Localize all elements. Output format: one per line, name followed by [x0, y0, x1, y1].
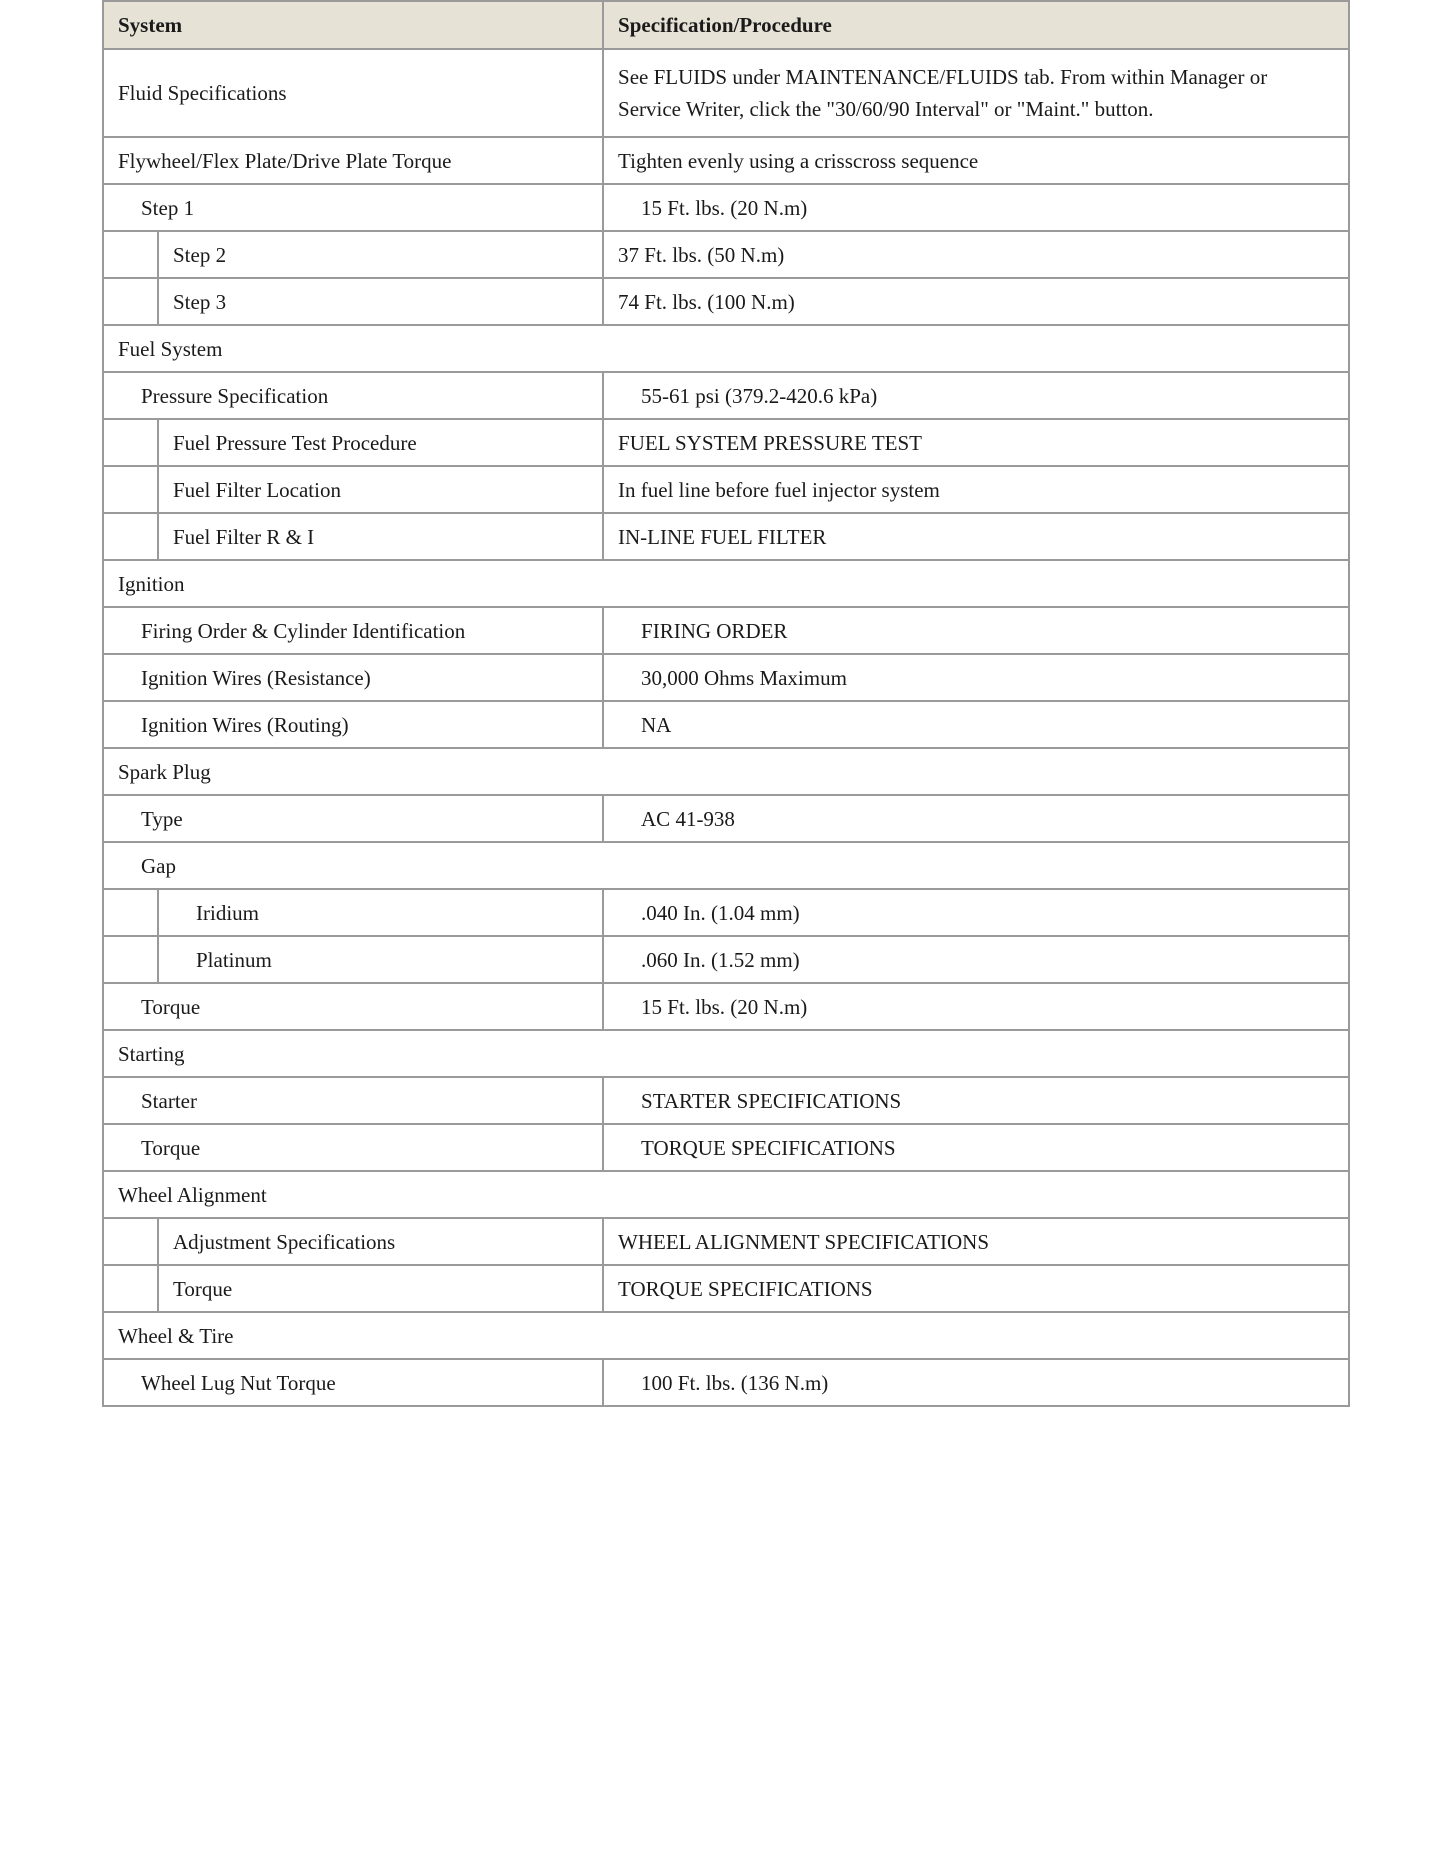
- table-row: [103, 607, 1349, 654]
- row-label: Torque: [158, 1265, 603, 1312]
- row-value: IN-LINE FUEL FILTER: [603, 513, 1349, 560]
- row-label: Ignition Wires (Resistance): [103, 654, 603, 701]
- row-value: NA: [603, 701, 1349, 748]
- indent-spacer: [103, 1265, 158, 1312]
- section-label: Wheel Alignment: [103, 1171, 1349, 1218]
- row-value: .060 In. (1.52 mm): [603, 936, 1349, 983]
- section-label: Starting: [103, 1030, 1349, 1077]
- table-row: [103, 137, 1349, 184]
- row-label: Step 3: [158, 278, 603, 325]
- table-row: [103, 936, 1349, 983]
- indent-spacer: [103, 466, 158, 513]
- section-row: [103, 325, 1349, 372]
- row-label: Fluid Specifications: [103, 49, 603, 137]
- table-row: [103, 1124, 1349, 1171]
- indent-spacer: [103, 231, 158, 278]
- table-row: [103, 1265, 1349, 1312]
- row-label: Fuel Filter R & I: [158, 513, 603, 560]
- section-label: Ignition: [103, 560, 1349, 607]
- row-value: 15 Ft. lbs. (20 N.m): [603, 983, 1349, 1030]
- row-value: AC 41-938: [603, 795, 1349, 842]
- row-label: Fuel Filter Location: [158, 466, 603, 513]
- row-value: STARTER SPECIFICATIONS: [603, 1077, 1349, 1124]
- table-row: [103, 231, 1349, 278]
- row-value: 15 Ft. lbs. (20 N.m): [603, 184, 1349, 231]
- table-row: [103, 1077, 1349, 1124]
- row-label: Starter: [103, 1077, 603, 1124]
- row-label: Platinum: [158, 936, 603, 983]
- row-label: Type: [103, 795, 603, 842]
- row-value: .040 In. (1.04 mm): [603, 889, 1349, 936]
- row-value: TORQUE SPECIFICATIONS: [603, 1124, 1349, 1171]
- row-value: TORQUE SPECIFICATIONS: [603, 1265, 1349, 1312]
- table-row: [103, 795, 1349, 842]
- table-row: [103, 654, 1349, 701]
- row-value: 74 Ft. lbs. (100 N.m): [603, 278, 1349, 325]
- subsection-label: Gap: [103, 842, 1349, 889]
- row-value: FUEL SYSTEM PRESSURE TEST: [603, 419, 1349, 466]
- row-label: Adjustment Specifications: [158, 1218, 603, 1265]
- section-row: [103, 1030, 1349, 1077]
- row-label: Flywheel/Flex Plate/Drive Plate Torque: [103, 137, 603, 184]
- table-row: [103, 372, 1349, 419]
- row-label: Fuel Pressure Test Procedure: [158, 419, 603, 466]
- indent-spacer: [103, 513, 158, 560]
- row-value: 30,000 Ohms Maximum: [603, 654, 1349, 701]
- row-label: Torque: [103, 983, 603, 1030]
- table-row: [103, 466, 1349, 513]
- row-value: FIRING ORDER: [603, 607, 1349, 654]
- section-label: Spark Plug: [103, 748, 1349, 795]
- table-row: [103, 1359, 1349, 1406]
- header-row: [103, 1, 1349, 49]
- table-row: [103, 701, 1349, 748]
- indent-spacer: [103, 278, 158, 325]
- header-system: System: [103, 1, 603, 49]
- section-row: [103, 748, 1349, 795]
- section-row: [103, 560, 1349, 607]
- table-row: [103, 1218, 1349, 1265]
- row-label: Ignition Wires (Routing): [103, 701, 603, 748]
- header-specification: Specification/Procedure: [603, 1, 1349, 49]
- row-value: WHEEL ALIGNMENT SPECIFICATIONS: [603, 1218, 1349, 1265]
- row-label: Wheel Lug Nut Torque: [103, 1359, 603, 1406]
- row-value: Tighten evenly using a crisscross sequence: [603, 137, 1349, 184]
- row-label: Iridium: [158, 889, 603, 936]
- row-label: Torque: [103, 1124, 603, 1171]
- row-value: 55-61 psi (379.2-420.6 kPa): [603, 372, 1349, 419]
- row-value: See FLUIDS under MAINTENANCE/FLUIDS tab. From within Manager or Service Writer, click the "30/60/90 Interval" or "Maint." button.: [603, 49, 1349, 137]
- indent-spacer: [103, 936, 158, 983]
- table-row: [103, 513, 1349, 560]
- section-row: [103, 1171, 1349, 1218]
- row-value: In fuel line before fuel injector system: [603, 466, 1349, 513]
- subsection-row: [103, 842, 1349, 889]
- section-label: Fuel System: [103, 325, 1349, 372]
- table-row: [103, 419, 1349, 466]
- indent-spacer: [103, 889, 158, 936]
- table-row: [103, 889, 1349, 936]
- table-row: [103, 278, 1349, 325]
- row-label: Step 2: [158, 231, 603, 278]
- section-row: [103, 1312, 1349, 1359]
- row-label: Pressure Specification: [103, 372, 603, 419]
- table-row: [103, 49, 1349, 137]
- indent-spacer: [103, 1218, 158, 1265]
- section-label: Wheel & Tire: [103, 1312, 1349, 1359]
- row-value: 37 Ft. lbs. (50 N.m): [603, 231, 1349, 278]
- specifications-table: [102, 0, 1350, 1407]
- row-label: Step 1: [103, 184, 603, 231]
- row-value: 100 Ft. lbs. (136 N.m): [603, 1359, 1349, 1406]
- table-row: [103, 184, 1349, 231]
- row-label: Firing Order & Cylinder Identification: [103, 607, 603, 654]
- table-row: [103, 983, 1349, 1030]
- indent-spacer: [103, 419, 158, 466]
